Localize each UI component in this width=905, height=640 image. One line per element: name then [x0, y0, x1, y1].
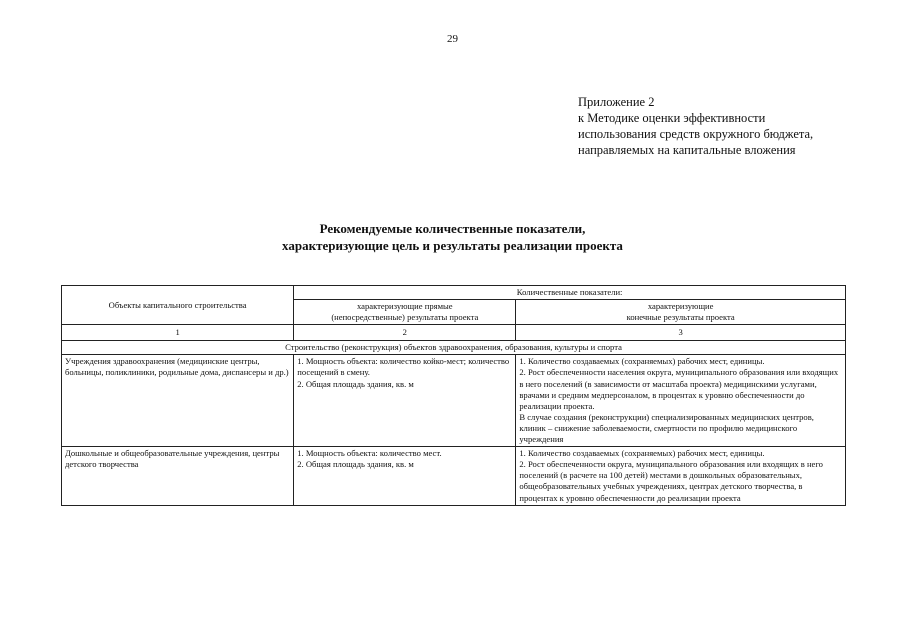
page-number: 29 [447, 33, 458, 45]
cell-line: 2. Общая площадь здания, кв. м [297, 378, 414, 389]
document-title [0, 220, 905, 254]
final-results-cell [516, 447, 846, 505]
indicators-table [61, 285, 846, 506]
header-line: характеризующие [647, 301, 714, 312]
object-cell: Учреждения здравоохранения (медицинские центры, больницы, поликлиники, родильные дома, диспансеры и др.) [62, 355, 294, 447]
header-line: конечные результаты проекта [626, 312, 735, 323]
cell-line: 1. Количество создаваемых (сохраняемых) рабочих мест, единицы. [519, 448, 765, 459]
direct-results-cell [294, 447, 516, 505]
appendix-block [578, 94, 888, 158]
table-row [62, 447, 846, 505]
cell-line: 1. Мощность объекта: количество койко-мест; количество посещений в смену. [297, 356, 510, 378]
cell-line: 1. Мощность объекта: количество мест. [297, 448, 442, 459]
cell-line: В случае создания (реконструкции) специализированных медицинских центров, клиник – снижение заболеваемости, смертности по профилю медицинского учреждения [519, 411, 814, 445]
appendix-line: Приложение 2 [578, 95, 655, 109]
cell-line: 1. Количество создаваемых (сохраняемых) рабочих мест, единицы. [519, 356, 765, 367]
header-line: (непосредственные) результаты проекта [331, 312, 479, 323]
column-header-objects: Объекты капитального строительства [62, 286, 294, 325]
appendix-line: использования средств окружного бюджета, [578, 127, 814, 141]
cell-line: 2. Рост обеспеченности округа, муниципального образования или входящих в него поселений (в расчете на 100 детей) местами в дошкольных образовательных, общеобразовательных учебных учреждениях, центрах детского творчества, в процентах к уровню обеспеченности до реализации проекта [519, 459, 823, 503]
final-results-cell [516, 355, 846, 447]
column-group-header: Количественные показатели: [294, 286, 846, 300]
column-number: 3 [516, 325, 846, 341]
document-title-line: Рекомендуемые количественные показатели, [319, 221, 586, 236]
direct-results-cell [294, 355, 516, 447]
table-row [62, 355, 846, 447]
document-title-line: характеризующие цель и результаты реализации проекта [282, 238, 623, 253]
column-header-direct-results [294, 300, 516, 325]
appendix-line: к Методике оценки эффективности [578, 111, 766, 125]
cell-line: 2. Общая площадь здания, кв. м [297, 459, 414, 470]
header-line: характеризующие прямые [356, 301, 453, 312]
appendix-line: направляемых на капитальные вложения [578, 143, 796, 157]
column-number: 1 [62, 325, 294, 341]
column-number: 2 [294, 325, 516, 341]
section-header: Строительство (реконструкция) объектов здравоохранения, образования, культуры и спорта [62, 341, 846, 355]
object-cell: Дошкольные и общеобразовательные учреждения, центры детского творчества [62, 447, 294, 505]
column-header-final-results [516, 300, 846, 325]
cell-line: 2. Рост обеспеченности населения округа, муниципального образования или входящих в него поселений (в зависимости от масштаба проекта) медицинскими услугами, врачами и средним медперсоналом, в процентах к уровню обеспеченности до реализации проекта. [519, 367, 839, 411]
